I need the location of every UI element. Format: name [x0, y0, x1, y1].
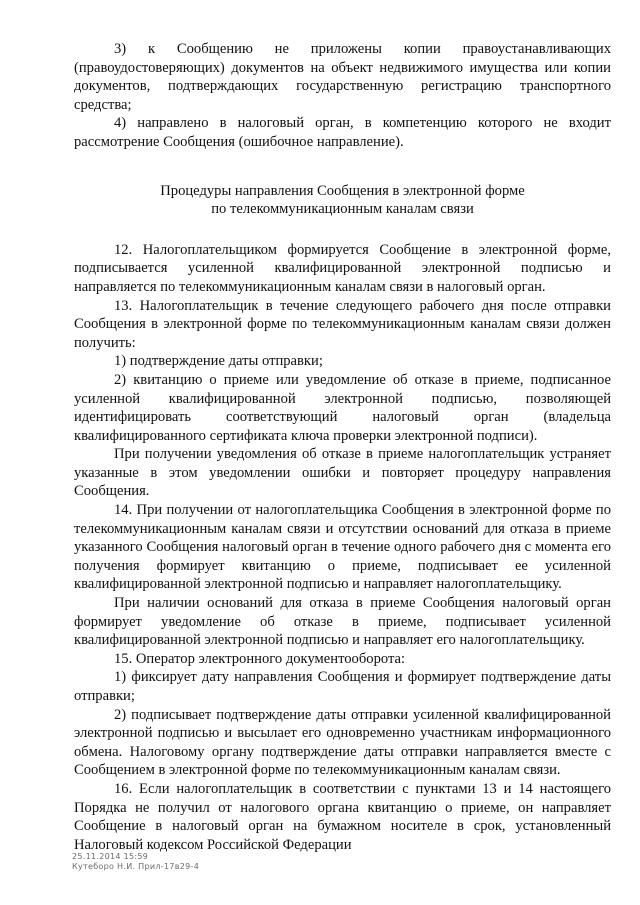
list-item-4: 4) направлено в налоговый орган, в компетенцию которого не входит рассмотрение Сообщения (ошибочное направление). [74, 115, 611, 150]
section-heading-line-2: по телекоммуникационным каналам связи [211, 201, 474, 218]
section-heading [74, 182, 611, 219]
paragraph-13-note: При получении уведомления об отказе в приеме налогоплательщик устраняет указанные в этом уведомлении ошибки и повторяет процедуру направления Сообщения. [74, 446, 611, 500]
section-heading-line-1: Процедуры направления Сообщения в электронной форме [160, 182, 525, 199]
document-page [74, 40, 611, 854]
print-footer [72, 852, 199, 872]
paragraph-15-item-2: 2) подписывает подтверждение даты отправки усиленной квалифицированной электронной подписью и высылает его одновременно участникам информационного обмена. Налоговому органу подтверждение даты отправки направляется вместе с Сообщением в электронной форме по телекоммуникационным каналам связи. [74, 706, 611, 779]
paragraph-12: 12. Налогоплательщиком формируется Сообщение в электронной форме, подписывается усиленной квалифицированной электронной подписью и направляется по телекоммуникационным каналам связи в налоговый орган. [74, 241, 611, 295]
paragraph-15-item-1: 1) фиксирует дату направления Сообщения и формирует подтверждение даты отправки; [74, 669, 611, 704]
print-author: Кутеборо Н.И. Прил-17в29-4 [72, 862, 200, 871]
paragraph-13-item-1: 1) подтверждение даты отправки; [114, 353, 323, 370]
print-timestamp: 25.11.2014 15:59 [72, 852, 149, 861]
paragraph-14-note: При наличии оснований для отказа в приеме Сообщения налоговый орган формирует уведомление об отказе в приеме, подписывает усиленной квалифицированной электронной подписью и направляет его налогоплательщику. [74, 595, 611, 649]
paragraph-13-item-2: 2) квитанцию о приеме или уведомление об отказе в приеме, подписанное усиленной квалифицированной электронной подписью, позволяющей идентифицировать соответствующий налоговый орган (владельца квалифицированного сертификата ключа проверки электронной подписи). [74, 371, 611, 444]
paragraph-13: 13. Налогоплательщик в течение следующего рабочего дня после отправки Сообщения в электронной форме по телекоммуникационным каналам связи должен получить: [74, 297, 611, 351]
paragraph-16: 16. Если налогоплательщик в соответствии с пунктами 13 и 14 настоящего Порядка не получил от налогового органа квитанцию о приеме, он направляет Сообщение в налоговый орган на бумажном носителе в срок, установленный Налоговый кодексом Российской Федерации [74, 780, 611, 853]
paragraph-15: 15. Оператор электронного документооборота: [114, 650, 406, 667]
paragraph-14: 14. При получении от налогоплательщика Сообщения в электронной форме по телекоммуникационным каналам связи и отсутствии оснований для отказа в приеме указанного Сообщения налоговый орган в течение одного рабочего дня с момента его получения формирует квитанцию о приеме, подписывает ее усиленной квалифицированной электронной подписью и направляет налогоплательщику. [74, 502, 611, 593]
list-item-3: 3) к Сообщению не приложены копии правоустанавливающих (правоудостоверяющих) документов на объект недвижимого имущества или копии документов, подтверждающих государственную регистрацию транспортного средства; [74, 41, 611, 113]
